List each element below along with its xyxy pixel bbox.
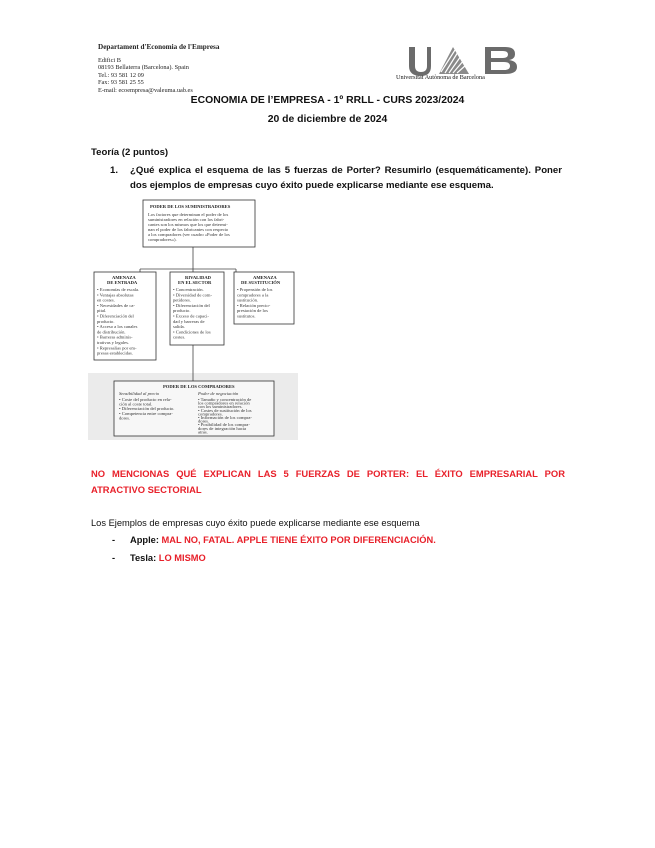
rivalry-line: • Condiciones de los: [173, 329, 211, 335]
rivalry-line: salida.: [173, 324, 185, 330]
suppliers-line: a los compradores (ver cuadro «Poder de los: [148, 232, 230, 237]
example-company: Tesla:: [130, 553, 157, 563]
entrants-line: • Economías de escala.: [97, 287, 140, 292]
suppliers-line: compradores»).: [148, 237, 177, 242]
email-line: E-mail: ecoempresa@valeuma.uab.es: [98, 86, 193, 94]
buyers-title: PODER DE LOS COMPRADORES: [163, 384, 235, 389]
buyers-left-line: dores.: [119, 415, 131, 421]
suppliers-title: PODER DE LOS SUMINISTRADORES: [150, 204, 231, 209]
rivalry-line: • Diferenciación del: [173, 302, 210, 308]
buyers-right-line: dores de integración hacia: [198, 425, 247, 431]
suppliers-line: cantes son los mismos que los que determi-: [148, 222, 228, 227]
entrants-line: • Represalias por em-: [97, 345, 137, 351]
correction-remark: NO MENCIONAS QUÉ EXPLICAN LAS 5 FUERZAS DE PORTER: EL ÉXITO EMPRESARIAL POR ATRACTIVO SECTORIAL: [91, 468, 565, 495]
buyers-right-line: atrás.: [198, 429, 208, 435]
substitutes-title: DE SUSTITUCIÓN: [241, 280, 281, 285]
buyers-right-heading: Poder de negociación: [198, 391, 239, 396]
question-number: 1.: [110, 165, 119, 176]
university-caption: Universitat Autònoma de Barcelona: [396, 74, 485, 81]
substitutes-line: • Propensión de los: [237, 287, 273, 292]
entrants-line: en costes.: [97, 297, 115, 303]
rivalry-title: RIVALIDAD: [185, 275, 211, 280]
buyers-right-line: dores.: [198, 418, 210, 424]
buyers-right-line: • Costes de sustitución de los: [198, 407, 252, 413]
rivalry-line: dad y barreras de: [173, 318, 205, 324]
section-heading: Teoría (2 puntos): [91, 147, 169, 158]
buyers-right-line: • Información de los compra-: [198, 415, 252, 420]
rivalry-line: petidores.: [173, 297, 191, 303]
entrants-line: de distribución.: [97, 329, 126, 335]
rivalry-line: producto.: [173, 308, 191, 314]
list-item: [130, 553, 206, 563]
suppliers-line: nan el poder de los fabricantes con respecto: [148, 227, 229, 232]
entrants-line: • Ventajas absolutas: [97, 292, 134, 298]
phone-line: Tel.: 93 581 12 09: [98, 71, 144, 79]
entrants-line: • Diferenciación del: [97, 313, 134, 319]
entrants-line: • Acceso a los canales: [97, 324, 138, 330]
fax-line: Fax: 93 581 25 55: [98, 79, 144, 87]
entrants-line: producto.: [97, 318, 115, 324]
entrants-title: DE ENTRADA: [107, 280, 138, 285]
entrants-line: • Barreras adminis-: [97, 334, 133, 340]
buyers-right-line: los compradores en relación: [198, 400, 250, 406]
letterhead: [98, 44, 318, 95]
rivalry-line: • Concentración.: [173, 287, 204, 292]
buyers-right-line: compradores.: [198, 411, 223, 417]
suppliers-line: Los factores que determinan el poder de los: [148, 212, 229, 217]
suppliers-line: suministradores en relación con los fabri-: [148, 217, 225, 222]
substitutes-line: compradores a la: [237, 292, 269, 298]
examples-intro: Los Ejemplos de empresas cuyo éxito puede explicarse mediante ese esquema: [91, 518, 420, 528]
exam-title: ECONOMIA DE l’EMPRESA - 1º RRLL - CURS 2023/2024: [190, 95, 465, 106]
buyers-right-line: con los suministradores.: [198, 404, 243, 410]
entrants-line: presas establecidas.: [97, 350, 133, 356]
rivalry-title: EN EL SECTOR: [178, 280, 212, 285]
list-bullet: -: [112, 553, 116, 563]
buyers-right-line: • Tamaño y concentración de: [198, 397, 252, 402]
entrants-line: pital.: [97, 308, 107, 314]
buyers-left-line: ción al coste total.: [119, 401, 153, 407]
example-comment: LO MISMO: [158, 553, 206, 563]
example-company: Apple:: [130, 535, 159, 545]
exam-date: 20 de diciembre de 2024: [267, 114, 388, 125]
substitutes-line: prestación de los: [237, 308, 268, 314]
entrants-line: • Necesidades de ca-: [97, 302, 135, 308]
list-item: [130, 535, 436, 545]
substitutes-line: sustitución.: [237, 297, 259, 303]
buyers-left-line: • Competencia entre compra-: [119, 410, 173, 416]
buyers-left-heading: Sensibilidad al precio: [119, 391, 160, 396]
address-line: Edifici B: [98, 56, 121, 64]
buyers-left-line: • Diferenciación del producto.: [119, 406, 175, 412]
example-comment: MAL NO, FATAL. APPLE TIENE ÉXITO POR DIFERENCIACIÓN.: [161, 535, 436, 545]
substitutes-line: sustitutos.: [237, 313, 256, 319]
rivalry-line: • Exceso de capaci-: [173, 313, 209, 319]
rivalry-line: costes.: [173, 334, 186, 340]
entrants-line: trativas y legales.: [97, 340, 130, 345]
substitutes-title: AMENAZA: [253, 275, 277, 280]
buyers-right-line: • Posibilidad de los compra-: [198, 422, 250, 428]
rivalry-line: • Diversidad de com-: [173, 292, 212, 298]
list-bullet: -: [112, 535, 116, 545]
entrants-title: AMENAZA: [112, 275, 136, 280]
substitutes-line: • Relación precio-: [237, 302, 271, 308]
department-name: Departament d'Economia de l'Empresa: [98, 43, 220, 51]
question-text: ¿Qué explica el esquema de las 5 fuerzas de Porter? Resumirlo (esquemáticamente). Poner dos ejemplos de empresas cuyo éxito puede explicarse mediante ese esquema.: [130, 165, 562, 191]
buyers-left-line: • Coste del producto en rela-: [119, 397, 172, 402]
porter-five-forces-diagram: [88, 195, 298, 440]
address-line: 08193 Bellaterra (Barcelona). Spain: [98, 64, 189, 72]
